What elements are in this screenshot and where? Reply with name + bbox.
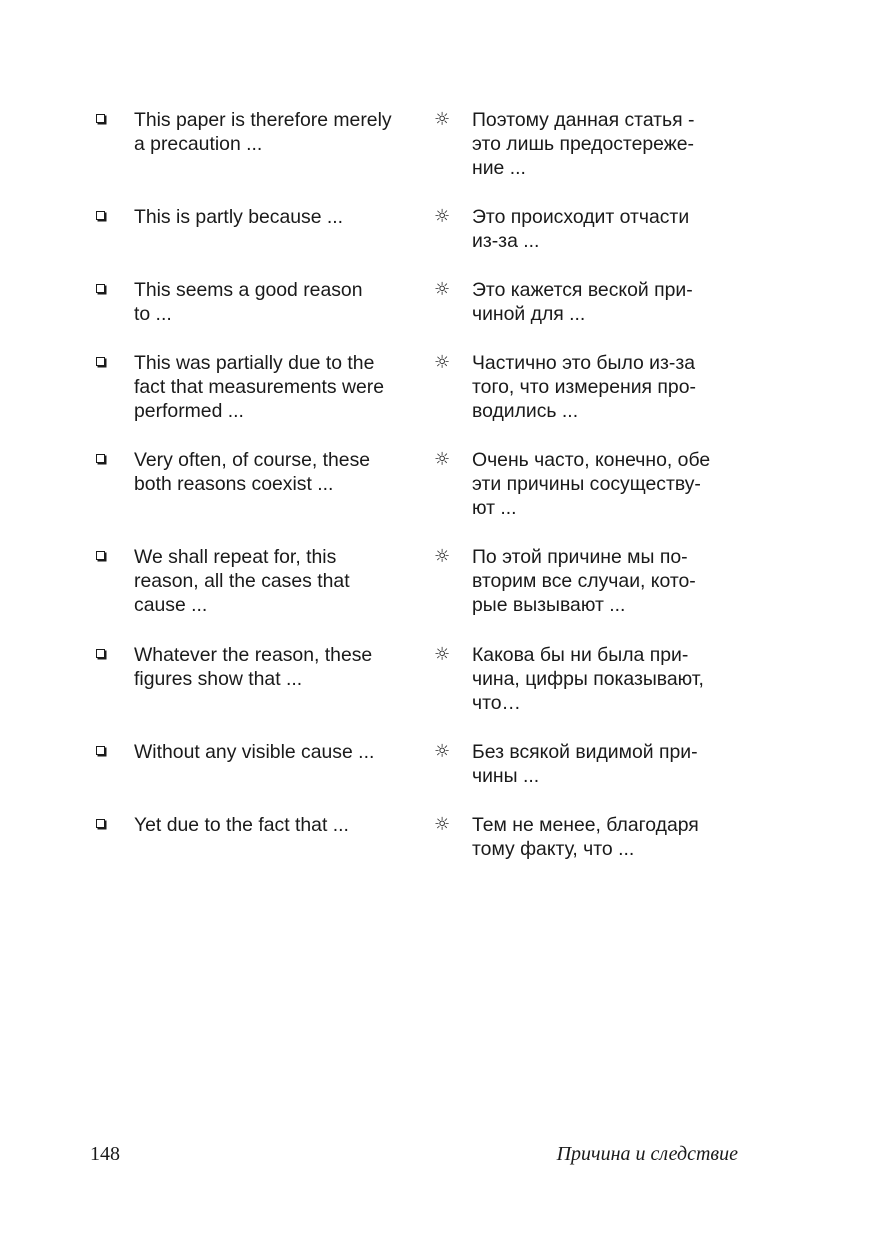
russian-phrase: Какова бы ни была при- чина, цифры показывают, что…: [472, 644, 704, 714]
page-number: 148: [90, 1143, 120, 1165]
russian-phrase: Частично это было из-за того, что измерения про- водились ...: [472, 352, 696, 422]
checkbox-square-icon: [96, 211, 105, 220]
english-phrase: Yet due to the fact that ...: [134, 814, 349, 836]
russian-phrase: Это кажется веской при- чиной для ...: [472, 279, 693, 325]
checkbox-square-icon: [96, 819, 105, 828]
english-phrase: Whatever the reason, these figures show that ...: [134, 644, 373, 690]
sun-icon: ☼: [434, 352, 451, 373]
english-phrase: Without any visible cause ...: [134, 741, 375, 763]
checkbox-square-icon: [96, 357, 105, 366]
english-phrase: This is partly because ...: [134, 206, 344, 228]
running-footer-title: Причина и следствие: [556, 1143, 738, 1165]
sun-icon: ☼: [434, 546, 451, 567]
english-phrase: Very often, of course, these both reasons coexist ...: [134, 449, 371, 495]
checkbox-square-icon: [96, 649, 105, 658]
russian-phrase: Поэтому данная статья - это лишь предостереже- ние ...: [472, 109, 695, 179]
russian-phrase: Тем не менее, благодаря тому факту, что ...: [472, 814, 699, 860]
checkbox-square-icon: [96, 284, 105, 293]
english-phrase: This was partially due to the fact that measurements were performed ...: [134, 352, 385, 422]
russian-phrase: Без всякой видимой при- чины ...: [472, 741, 698, 787]
english-phrase: This paper is therefore merely a precaution ...: [134, 109, 392, 155]
checkbox-square-icon: [96, 454, 105, 463]
checkbox-square-icon: [96, 746, 105, 755]
sun-icon: ☼: [434, 109, 451, 130]
english-phrase: We shall repeat for, this reason, all the cases that cause ...: [134, 546, 350, 616]
checkbox-square-icon: [96, 551, 105, 560]
sun-icon: ☼: [434, 644, 451, 665]
sun-icon: ☼: [434, 741, 451, 762]
sun-icon: ☼: [434, 206, 451, 227]
russian-phrase: Это происходит отчасти из-за ...: [472, 206, 690, 252]
sun-icon: ☼: [434, 279, 451, 300]
checkbox-square-icon: [96, 114, 105, 123]
sun-icon: ☼: [434, 814, 451, 835]
russian-phrase: По этой причине мы по- вторим все случаи, кото- рые вызывают ...: [472, 546, 696, 616]
russian-phrase: Очень часто, конечно, обе эти причины сосуществу- ют ...: [472, 449, 711, 519]
english-phrase: This seems a good reason to ...: [134, 279, 363, 325]
sun-icon: ☼: [434, 449, 451, 470]
